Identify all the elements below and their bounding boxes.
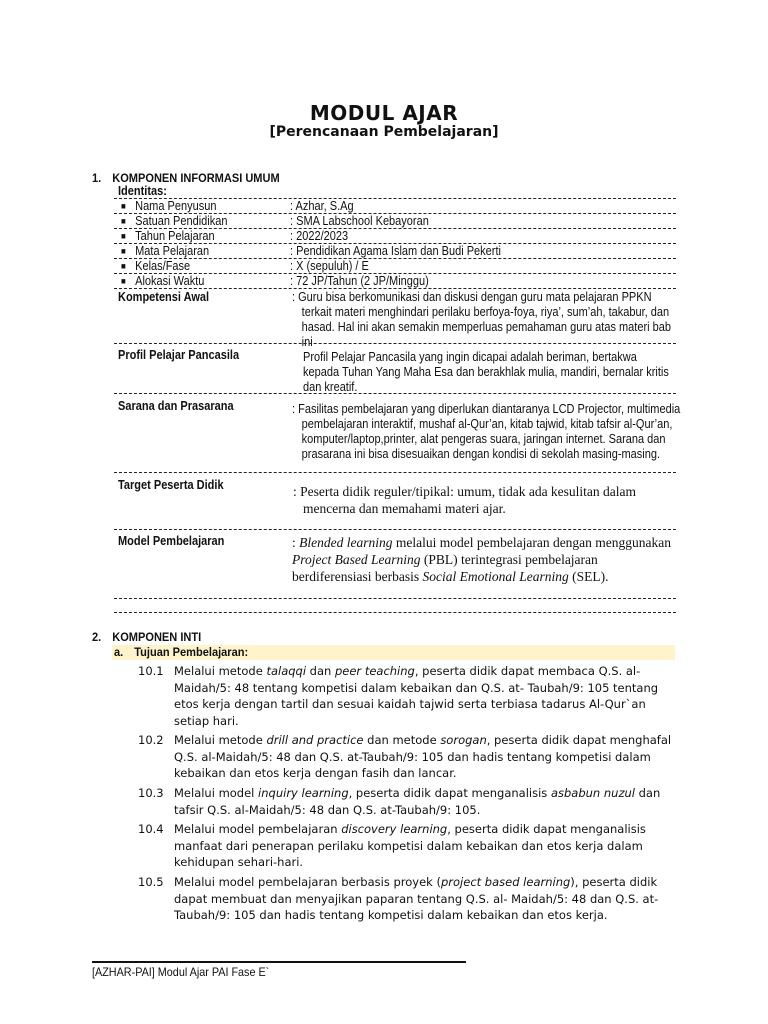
identity-label: Alokasi Waktu	[135, 274, 205, 288]
identity-row	[114, 229, 660, 244]
bullet-icon: ■	[121, 261, 126, 271]
section-2-heading: 2. KOMPONEN INTI	[92, 630, 202, 644]
divider	[114, 288, 676, 289]
objective-number: 10.4	[138, 822, 164, 836]
objective-number: 10.3	[138, 786, 164, 800]
model-text: : Blended learning melalui model pembelajaran dengan menggunakan Project Based Learning (PBL) terintegrasi pembelajaran berdiferensiasi berbasis Social Emotional Learning (SEL).	[292, 535, 672, 584]
kompetensi-awal-text: : Guru bisa berkomunikasi dan diskusi dengan guru mata pelajaran PPKN terkait materi menghindari perilaku berfoya-foya, riya’, sum’ah, takabur, dan hasad. Hal ini akan semakin memperluas pemahaman guru atas materi bab ini	[292, 290, 671, 349]
bullet-icon: ■	[121, 276, 126, 286]
identity-value: : Pendidikan Agama Islam dan Budi Pekerti	[290, 244, 501, 258]
model-label: Model Pembelajaran	[118, 534, 225, 548]
identity-label: Mata Pelajaran	[135, 244, 210, 258]
section-1-heading: 1. KOMPONEN INFORMASI UMUM	[92, 171, 280, 185]
document-title: MODUL AJAR	[309, 101, 459, 125]
kompetensi-awal-label: Kompetensi Awal	[118, 290, 210, 304]
identitas-label: Identitas:	[118, 184, 167, 198]
bullet-icon: ■	[121, 216, 126, 226]
identity-row	[114, 244, 660, 259]
divider	[114, 612, 676, 613]
identity-row	[114, 259, 660, 274]
tujuan-heading: a. Tujuan Pembelajaran:	[114, 645, 249, 659]
divider	[114, 472, 676, 473]
objective-number: 10.1	[138, 664, 164, 678]
bullet-icon: ■	[121, 231, 126, 241]
objective-text: Melalui metode drill and practice dan metode sorogan, peserta didik dapat menghafal Q.S. al-Maidah/5: 48 dan Q.S. at-Taubah/9: 105 dan hadis tentang kompetisi dalam kebaikan dan etos kerja dengan fasih dan lancar.	[174, 733, 672, 780]
objective-number: 10.2	[138, 733, 164, 747]
objective-text: Melalui model pembelajaran berbasis proyek (project based learning), peserta didik dapat membuat dan menyajikan paparan tentang Q.S. al- Maidah/5: 48 dan Q.S. at-Taubah/9: 105 dan hadis tentang kompetisi dalam kebaikan dan etos kerja.	[174, 875, 659, 922]
identity-label: Kelas/Fase	[135, 259, 191, 273]
divider	[114, 343, 676, 344]
identity-row	[114, 214, 660, 229]
identity-value: : Azhar, S.Ag	[290, 199, 354, 213]
sarana-text: : Fasilitas pembelajaran yang diperlukan diantaranya LCD Projector, multimedia pembelajaran interaktif, mushaf al-Qur’an, kitab tajwid, kitab tafsir al-Qur’an, komputer/laptop,printer, alat pengeras suara, jaringan internet. Sarana dan prasarana ini bisa disesuaikan dengan kondisi di sekolah masing-masing.	[292, 402, 681, 461]
identity-label: Nama Penyusun	[135, 199, 217, 213]
document-subtitle: [Perencanaan Pembelajaran]	[269, 124, 499, 140]
target-label: Target Peserta Didik	[118, 478, 224, 492]
identity-row	[114, 199, 660, 214]
identity-value: : X (sepuluh) / E	[290, 259, 369, 273]
footer-rule	[92, 961, 466, 963]
identity-value: : 2022/2023	[290, 229, 349, 243]
profil-pancasila-text: Profil Pelajar Pancasila yang ingin dicapai adalah beriman, bertakwa kepada Tuhan Yang Maha Esa dan berakhlak mulia, mandiri, bernalar kritis dan kreatif.	[303, 350, 669, 394]
bullet-icon: ■	[121, 246, 126, 256]
identity-value: : 72 JP/Tahun (2 JP/Minggu)	[290, 274, 429, 288]
divider	[114, 598, 676, 599]
bullet-icon: ■	[121, 201, 126, 211]
footer-text: [AZHAR-PAI] Modul Ajar PAI Fase E`	[92, 965, 270, 979]
divider	[114, 529, 676, 530]
objective-text: Melalui metode talaqqi dan peer teaching, peserta didik dapat membaca Q.S. al-Maidah/5: 48 tentang kompetisi dalam kebaikan dan Q.S. at- Taubah/9: 105 tentang etos kerja dengan tartil dan sesuai kaidah tajwid serta terbiasa tadarus Al-Qur`an setiap hari.	[174, 664, 659, 728]
identity-row	[114, 274, 660, 289]
objective-text: Melalui model inquiry learning, peserta didik dapat menganalisis asbabun nuzul dan tafsir Q.S. al-Maidah/5: 48 dan Q.S. at-Taubah/9: 105.	[174, 786, 661, 817]
objective-text: Melalui model pembelajaran discovery learning, peserta didik dapat menganalisis manfaat dari penerapan perilaku kompetisi dalam kebaikan dan etos kerja dalam kehidupan sehari-hari.	[174, 822, 646, 869]
identity-label: Satuan Pendidikan	[135, 214, 228, 228]
identity-value: : SMA Labschool Kebayoran	[290, 214, 429, 228]
profil-pancasila-label: Profil Pelajar Pancasila	[118, 348, 240, 362]
sarana-label: Sarana dan Prasarana	[118, 399, 234, 413]
divider	[114, 393, 676, 394]
identity-label: Tahun Pelajaran	[135, 229, 215, 243]
objective-number: 10.5	[138, 875, 164, 889]
target-text: : Peserta didik reguler/tipikal: umum, tidak ada kesulitan dalam mencerna dan memahami materi ajar.	[293, 484, 637, 516]
